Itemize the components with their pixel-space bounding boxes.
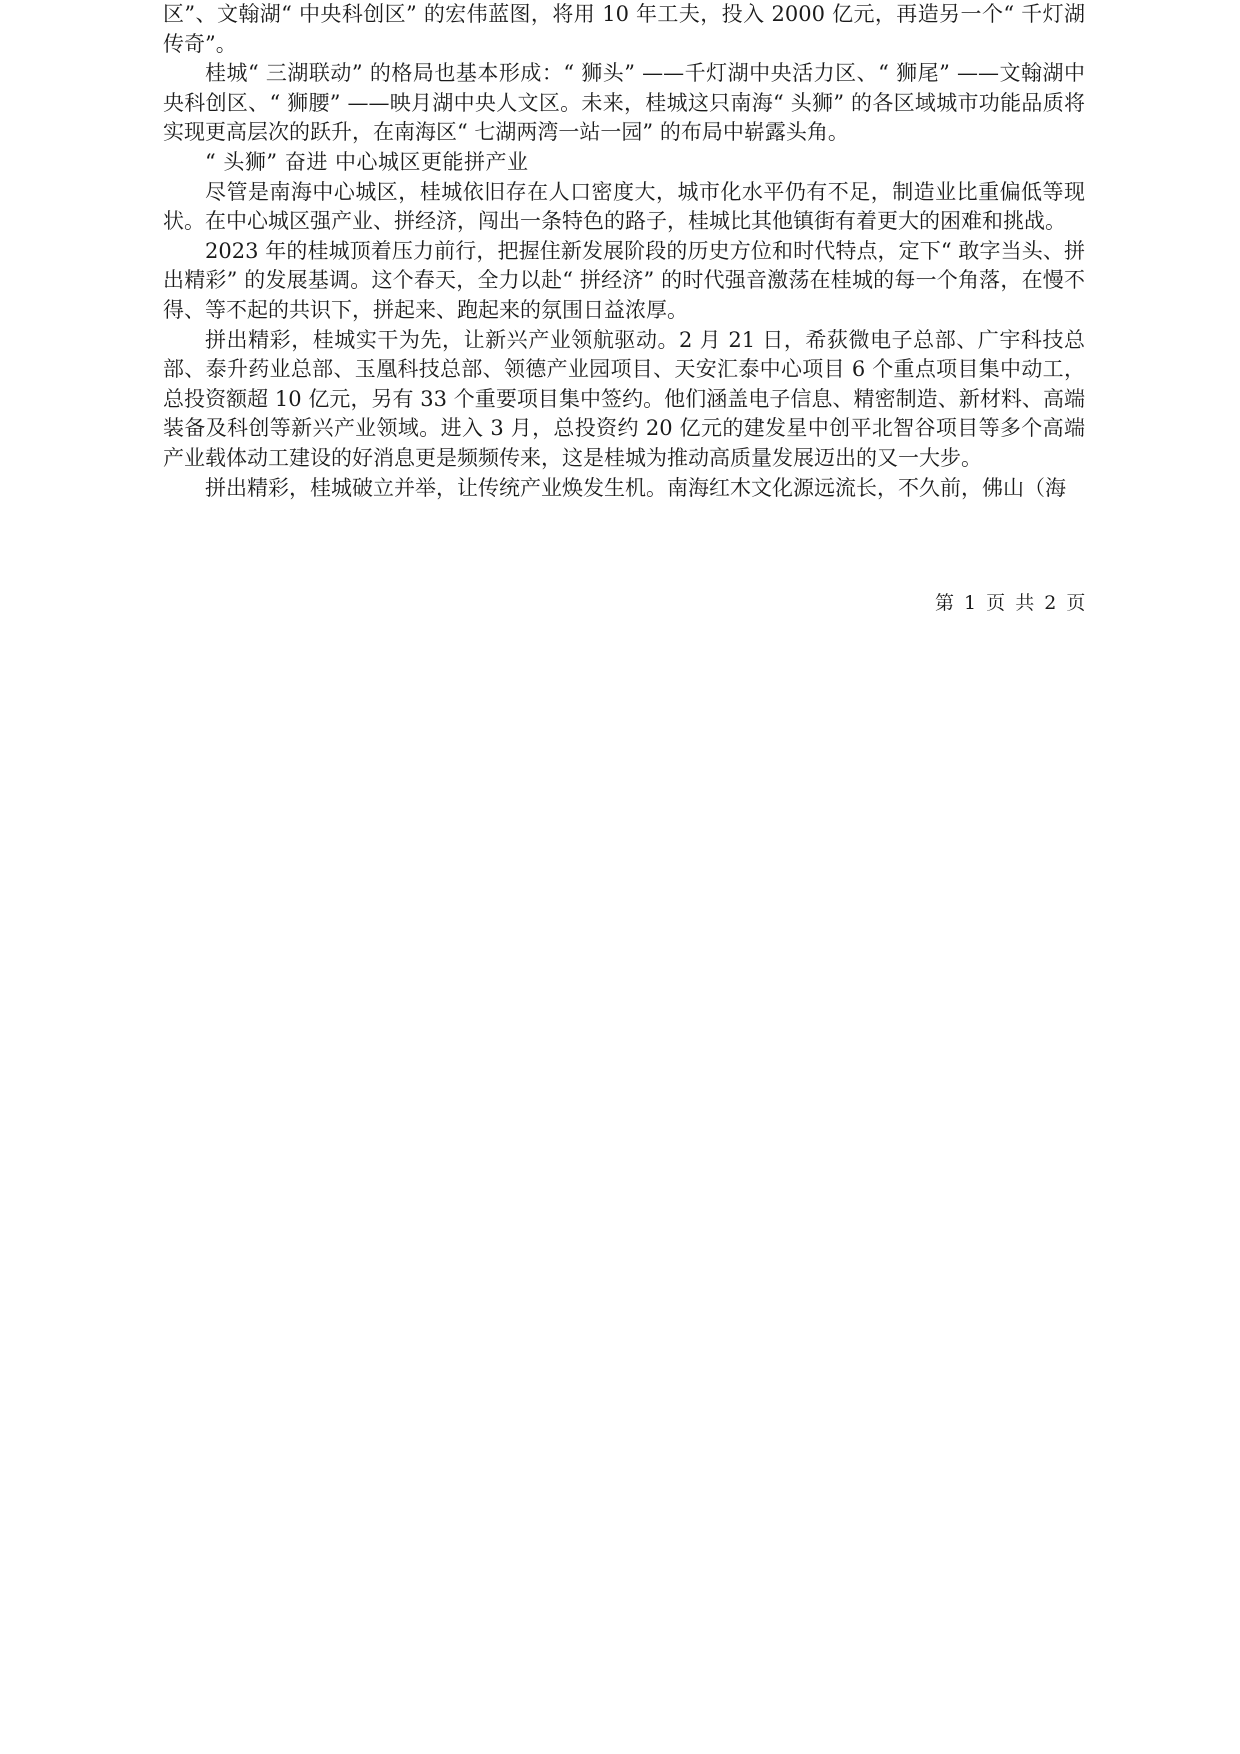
section-heading: “ 头狮” 奋进 中心城区更能拼产业 [205, 149, 529, 174]
page-number-footer: 第 1 页 共 2 页 [935, 592, 1088, 614]
paragraph: 拼出精彩，桂城实干为先，让新兴产业领航驱动。2 月 21 日，希荻微电子总部、广宇科技总部、泰升药业总部、玉凰科技总部、领德产业园项目、天安汇泰中心项目 6 个重点项目集中动工，总投资额超 10 亿元，另有 33 个重要项目集中签约。他们涵盖电子信息、精密制造、新材料、高端装备及科创等新兴产业领域。进入 3 月，总投资约 20 亿元的建发星中创平北智谷项目等多个高端产业载体动工建设的好消息更是频频传来，这是桂城为推动高质量发展迈出的又一大步。 [163, 327, 1085, 470]
paragraph: 拼出精彩，桂城破立并举，让传统产业焕发生机。南海红木文化源远流长，不久前，佛山（海 [205, 475, 1066, 500]
paragraph: 尽管是南海中心城区，桂城依旧存在人口密度大，城市化水平仍有不足，制造业比重偏低等现状。在中心城区强产业、拼经济，闯出一条特色的路子，桂城比其他镇街有着更大的困难和挑战。 [163, 179, 1085, 234]
paragraph: 区”、文翰湖“ 中央科创区” 的宏伟蓝图，将用 10 年工夫，投入 2000 亿元，再造另一个“ 千灯湖传奇”。 [163, 2, 1085, 56]
paragraph: 2023 年的桂城顶着压力前行，把握住新发展阶段的历史方位和时代特点，定下“ 敢字当头、拼出精彩” 的发展基调。这个春天，全力以赴“ 拼经济” 的时代强音激荡在桂城的每一个角落，在慢不得、等不起的共识下，拼起来、跑起来的氛围日益浓厚。 [163, 238, 1085, 322]
paragraph: 桂城“ 三湖联动” 的格局也基本形成：“ 狮头” ——千灯湖中央活力区、“ 狮尾” ——文翰湖中央科创区、“ 狮腰” ——映月湖中央人文区。未来，桂城这只南海“ 头狮” 的各区域城市功能品质将实现更高层次的跃升，在南海区“ 七湖两湾一站一园” 的布局中崭露头角。 [163, 61, 1085, 145]
document-body [163, 0, 1085, 503]
